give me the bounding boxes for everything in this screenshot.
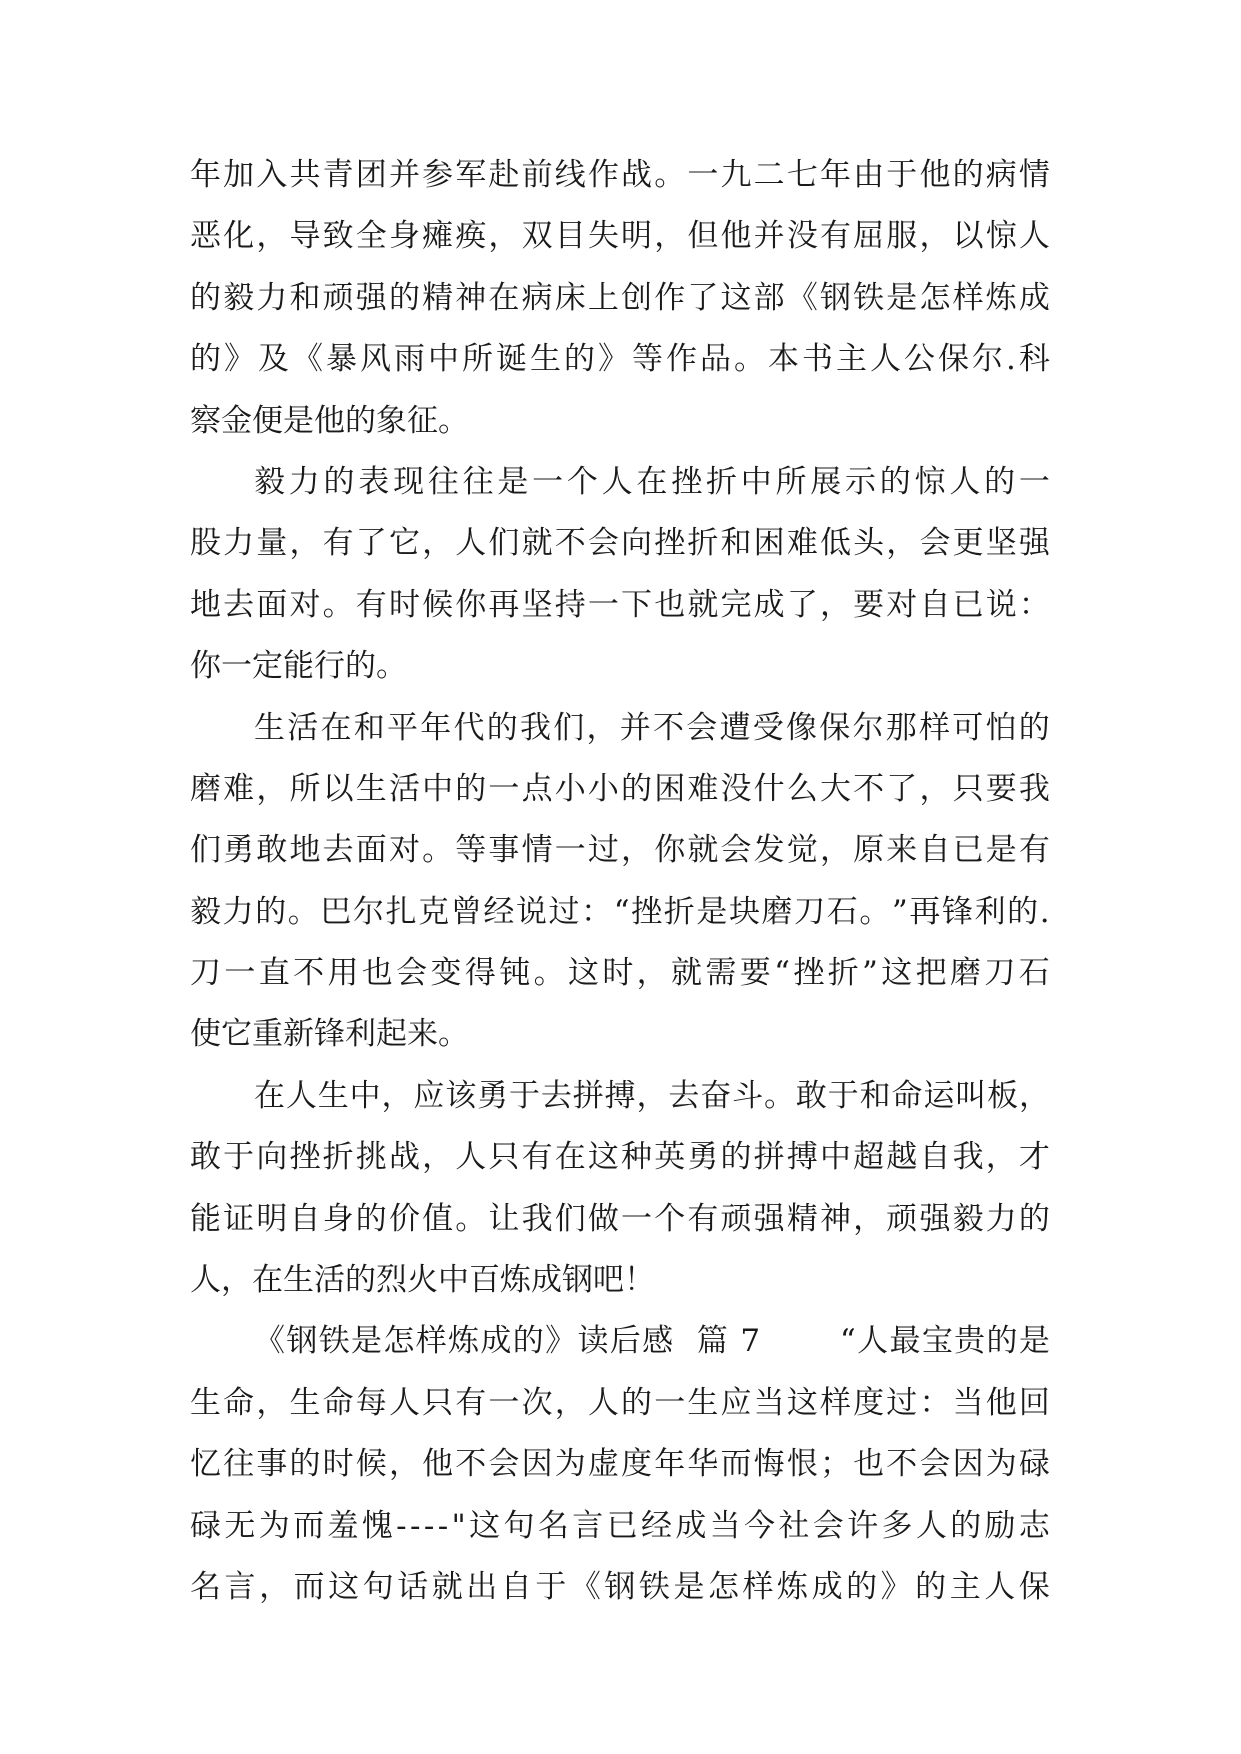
- text-line: 名 言 ， 而 这 句 话 就 出 自 于 《 钢 铁 是 怎 样 炼 成 的 》 的 主 人 保: [190, 1568, 1050, 1605]
- text-line: 在 人 生 中 ， 应 该 勇 于 去 拼 搏 ， 去 奋 斗 。 敢 于 和 命 运 叫 板 ，: [254, 1077, 1050, 1114]
- text-line: 们 勇 敢 地 去 面 对 。 等 事 情 一 过 ， 你 就 会 发 觉 ， 原 来 自 已 是 有: [190, 832, 1050, 869]
- text-line: 的 》 及 《 暴 风 雨 中 所 诞 生 的 》 等 作 品 。 本 书 主 人 公 保 尔 . 科: [190, 341, 1050, 378]
- text-line: 磨 难 ， 所 以 生 活 中 的 一 点 小 小 的 困 难 没 什 么 大 不 了 ， 只 要 我: [190, 770, 1050, 807]
- text-line: 碌 无 为 而 羞 愧 - - - - " 这 句 名 言 已 经 成 当 今 社 会 许 多 人 的 励 志: [190, 1507, 1050, 1544]
- text-line: 股 力 量 ， 有 了 它 ， 人 们 就 不 会 向 挫 折 和 困 难 低 头 ， 会 更 坚 强: [190, 525, 1050, 562]
- text-line: 恶 化 ， 导 致 全 身 瘫 痪 ， 双 目 失 明 ， 但 他 并 没 有 屈 服 ， 以 惊 人: [190, 218, 1050, 255]
- text-line: 敢 于 向 挫 折 挑 战 ， 人 只 有 在 这 种 英 勇 的 拼 搏 中 超 越 自 我 ， 才: [190, 1139, 1050, 1176]
- text-line: 生 活 在 和 平 年 代 的 我 们 ， 并 不 会 遭 受 像 保 尔 那 样 可 怕 的: [254, 709, 1050, 746]
- text-line: 刀 一 直 不 用 也 会 变 得 钝 。 这 时 ， 就 需 要 “ 挫 折 ” 这 把 磨 刀 石: [190, 955, 1050, 992]
- text-line: 察金便是他的象征。: [190, 402, 469, 439]
- text-line: 年 加 入 共 青 团 并 参 军 赴 前 线 作 战 。 一 九 二 七 年 由 于 他 的 病 情: [190, 157, 1050, 193]
- text-line: 忆 往 事 的 时 候 ， 他 不 会 因 为 虚 度 年 华 而 悔 恨 ； 也 不 会 因 为 碌: [190, 1446, 1050, 1483]
- text-line: 毅 力 的 表 现 往 往 是 一 个 人 在 挫 折 中 所 展 示 的 惊 人 的 一: [254, 463, 1050, 500]
- text-line: 的 毅 力 和 顽 强 的 精 神 在 病 床 上 创 作 了 这 部 《 钢 铁 是 怎 样 炼 成: [190, 279, 1050, 316]
- document-body: [190, 145, 1050, 1618]
- text-line: 使它重新锋利起来。: [190, 1016, 469, 1053]
- text-line: 生 命 ， 生 命 每 人 只 有 一 次 ， 人 的 一 生 应 当 这 样 度 过 ： 当 他 回: [190, 1384, 1050, 1421]
- text-line: 地 去 面 对 。 有 时 候 你 再 坚 持 一 下 也 就 完 成 了 ， 要 对 自 已 说 ：: [190, 586, 1050, 623]
- text-line: 你一定能行的。: [190, 648, 407, 685]
- text-line: 毅 力 的 。 巴 尔 扎 克 曾 经 说 过 ： “ 挫 折 是 块 磨 刀 石 。 ” 再 锋 利 的 .: [190, 893, 1050, 930]
- text-line: 能 证 明 自 身 的 价 值 。 让 我 们 做 一 个 有 顽 强 精 神 ， 顽 强 毅 力 的: [190, 1200, 1050, 1237]
- text-line: 《 钢 铁 是 怎 样 炼 成 的 》 读 后 感 篇 7 “ 人 最 宝 贵 的 是: [254, 1323, 1050, 1360]
- text-line: 人，在生活的烈火中百炼成钢吧！: [190, 1262, 655, 1299]
